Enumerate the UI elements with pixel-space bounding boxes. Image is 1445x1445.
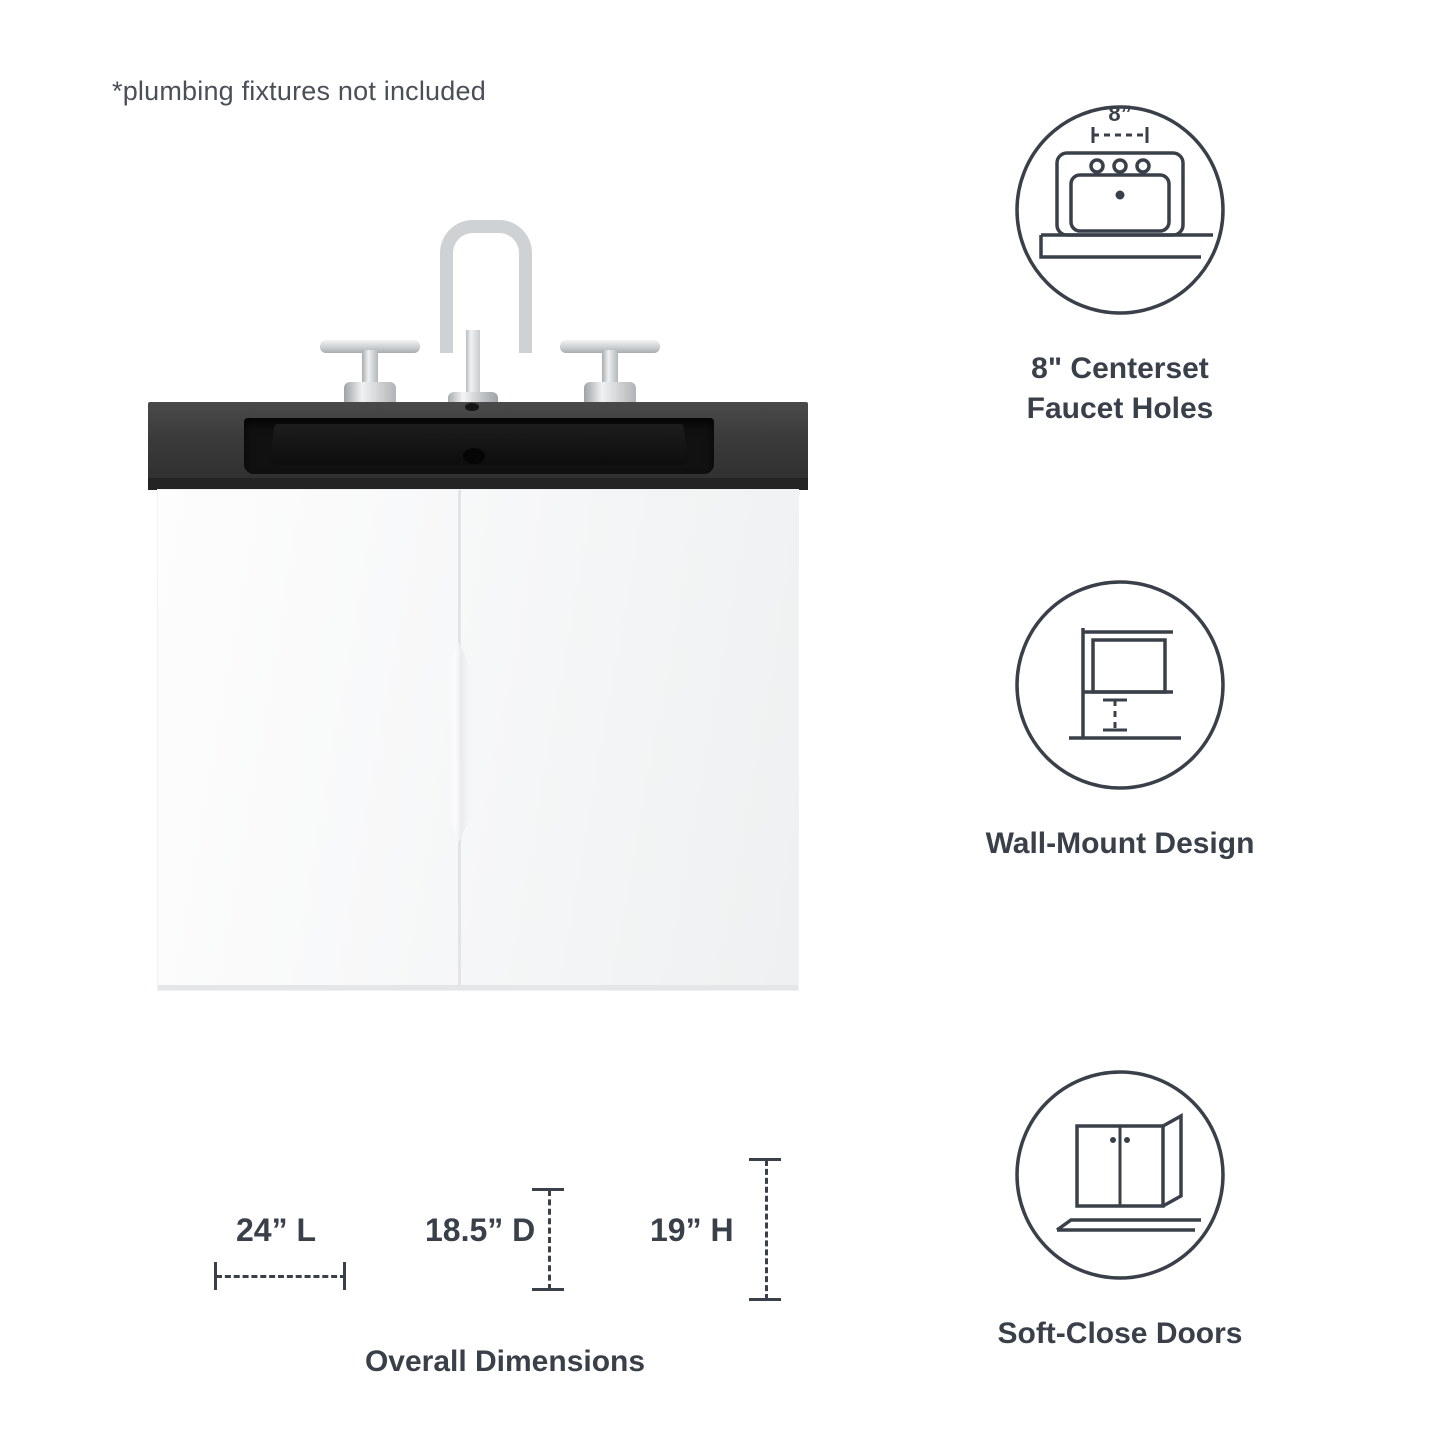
cabinet-bottom-edge — [158, 985, 798, 990]
dimension-length-label: 24” L — [236, 1212, 317, 1248]
overall-dimensions-group — [190, 1170, 820, 1390]
faucet-handle-right — [540, 340, 660, 410]
overflow-hole — [465, 403, 479, 411]
centerset-faucet-holes-icon — [1005, 95, 1235, 325]
length-dashed-line — [216, 1275, 346, 1278]
feature-centerset-faucet-holes — [910, 95, 1330, 428]
feature-label-line1: 8" Centerset — [1031, 352, 1209, 385]
feature-label-block — [910, 824, 1330, 864]
feature-label-line1: Wall-Mount Design — [985, 827, 1255, 860]
feature-label-line2: Faucet Holes — [1026, 391, 1214, 425]
countertop-front-edge — [148, 478, 808, 490]
product-illustration — [140, 190, 820, 1020]
sink-drain — [463, 448, 485, 464]
faucet-arc — [440, 220, 532, 353]
feature-soft-close-doors — [910, 1060, 1330, 1354]
handle-stem — [602, 350, 618, 386]
wall-mount-design-icon — [1005, 570, 1235, 800]
overall-dimensions-caption: Overall Dimensions — [364, 1345, 646, 1378]
cabinet-handle — [448, 642, 470, 842]
faucet-handle-left — [320, 340, 440, 410]
feature-label-line1: Soft-Close Doors — [997, 1317, 1243, 1350]
depth-cap-bottom — [532, 1288, 564, 1291]
cabinet-body — [158, 490, 798, 990]
disclaimer-text: *plumbing fixtures not included — [112, 76, 486, 106]
height-cap-bottom — [749, 1298, 781, 1301]
handle-stem — [362, 350, 378, 386]
dimension-height-label: 19” H — [650, 1212, 734, 1248]
centerset-measure-text: 8” — [1108, 101, 1132, 126]
feature-wall-mount-design — [910, 570, 1330, 864]
length-cap-right — [343, 1262, 346, 1290]
feature-label-block — [910, 349, 1330, 428]
depth-dashed-line — [548, 1190, 551, 1290]
feature-label-block — [910, 1314, 1330, 1354]
soft-close-doors-icon — [1005, 1060, 1235, 1290]
dimension-depth-label: 18.5” D — [425, 1212, 536, 1248]
faucet-neck — [466, 330, 480, 400]
faucet-spout-icon — [440, 220, 506, 410]
height-dashed-line — [765, 1160, 768, 1300]
